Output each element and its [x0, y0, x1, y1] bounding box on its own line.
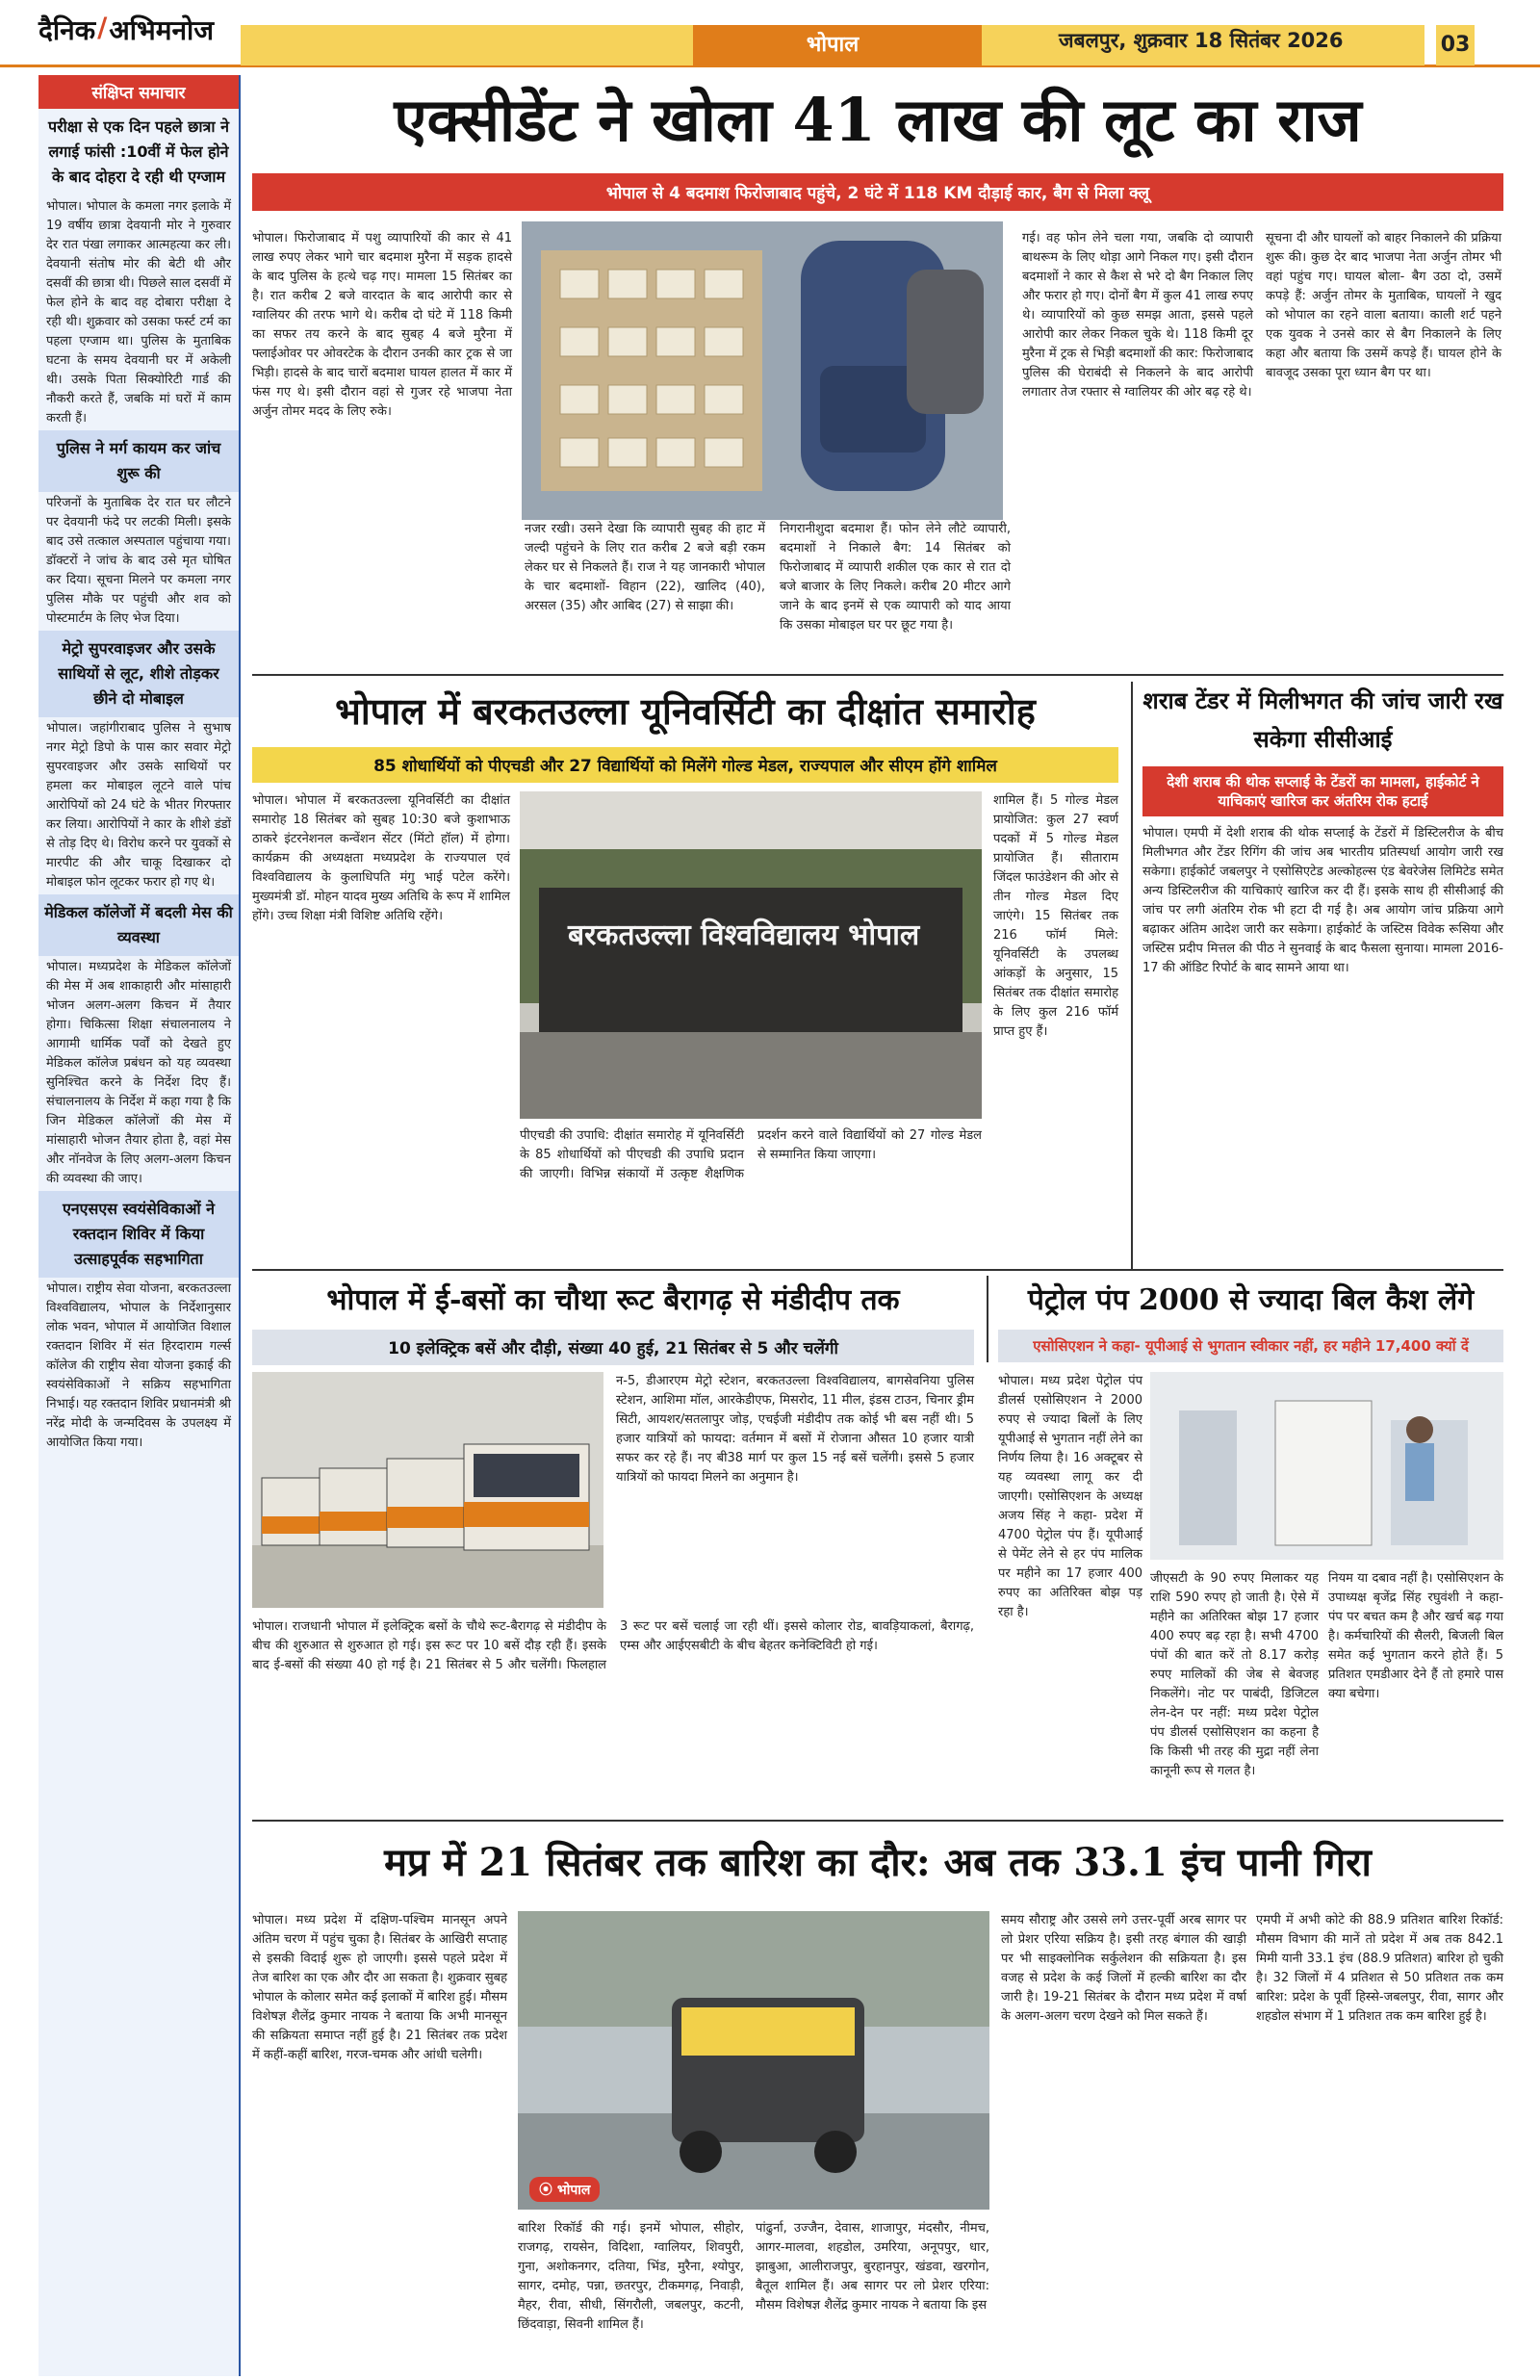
brief-text: भोपाल। मध्यप्रदेश के मेडिकल कॉलेजों की मेस में अब शाकाहारी और मांसाहारी भोजन अलग-अलग किचन में तैयार होगा। चिकित्सा शिक्षा संचालनालय ने आगामी धार्मिक पर्वों को देखते हुए मेडिकल कॉलेज प्रबंधन को यह व्यवस्था सुनिश्चित करने के निर्देश दिए हैं। संचालनालय के निर्देश में कहा गया है कि जिन मेडिकल कॉलेजों की मेस में मांसाहारी भोजन तैयार होता है, वहां मेस और नॉनवेज के लिए अलग-अलग किचन की व्यवस्था की जाए। — [46, 960, 231, 1186]
ebus-photo — [252, 1372, 603, 1608]
petrol-column-3: नियम या दबाव नहीं है। एसोसिएशन के उपाध्यक्ष बृजेंद्र सिंह रघुवंशी ने कहा- पंप पर बचत कम है और खर्च बढ़ गया है। कर्मचारियों की सैलरी, बिजली बिल समेत कई भुगतान करने होते हैं। 5 प्रतिशत एमडीआर देने हैं तो हमारे पास क्या बचेगा। — [1328, 1571, 1503, 1701]
rain-headline: मप्र में 21 सितंबर तक बारिश का दौर: अब तक 33.1 इंच पानी गिरा — [384, 1840, 1372, 1885]
university-sign: बरकतउल्ला विश्वविद्यालय भोपाल — [568, 918, 920, 952]
ebus-column-1: न-5, डीआरएम मेट्रो स्टेशन, बरकतउल्ला विश्वविद्यालय, बागसेवनिया पुलिस स्टेशन, आशिमा मॉल, आरकेडीएफ, मिसरोद, 11 मील, इंडस टाउन, चिनार ड्रीम सिटी, आयशर/सतलापुर जोड़, एचईजी मंडीदीप तक कोई भी बस नहीं थी। 5 हजार यात्रियों को फायदा: वर्तमान में बसों में रोजाना औसत 10 हजार यात्री सफर कर रहे हैं। नए बी38 मार्ग पर कुल 15 नई बसें चलेंगी। इससे 5 हजार यात्रियों को फायदा मिलने का अनुमान है। — [616, 1374, 974, 1485]
brief-title: परीक्षा से एक दिन पहले छात्रा ने लगाई फांसी :10वीं में फेल होने के बाद दोहरा दे रही थी एग्जाम — [48, 117, 229, 186]
masthead — [0, 0, 1540, 67]
logo-divider: / — [97, 12, 108, 43]
photo-location-label: भोपाल — [556, 2183, 591, 2198]
lead-column-5: सूचना दी और घायलों को बाहर निकालने की प्रक्रिया शुरू की। कुछ देर बाद भाजपा नेता अर्जुन तोमर भी वहां पहुंच गए। घायल बोला- बैग उठा दो, उसमें कपड़े हैं: अर्जुन तोमर के मुताबिक, घायलों ने खुद को भोपाल का रहने वाला बताया। काली शर्ट पहने एक युवक ने उनसे कार से बैग निकालने के लिए कहा और बताया कि उसमें कपड़े हैं। घायल होने के बावजूद उसका पूरा ध्यान बैग पर था। — [1266, 231, 1502, 380]
map-pin-icon: ⦿ — [539, 2183, 552, 2198]
liquor-headline: शराब टेंडर में मिलीभगत की जांच जारी रख सकेगा सीसीआई — [1142, 686, 1503, 753]
brief-title: एनएसएस स्वयंसेविकाओं ने रक्तदान शिविर में किया उत्साहपूर्वक सहभागिता — [38, 1191, 239, 1278]
petrol-column-2: जीएसटी के 90 रुपए मिलाकर यह राशि 590 रुपए हो जाती है। ऐसे में महीने का अतिरिक्त बोझ 17 हजार 400 रुपए बढ़ रहा है। सभी 4700 पंपों की बात करें तो 8.17 करोड़ रुपए मालिकों की जेब से बेवजह निकलेंगे। नोट पर पाबंदी, डिजिटल लेन-देन पर नहीं: मध्य प्रदेश पेट्रोल पंप डीलर्स एसोसिएशन का कहना है कि किसी भी तरह की मुद्रा नहीं लेना कानूनी रूप से गलत है। — [1150, 1571, 1319, 1778]
lead-column-3: निगरानीशुदा बदमाश हैं। फोन लेने लौटे व्यापारी, बदमाशों ने निकाले बैग: 14 सितंबर को फिरोजाबाद में व्यापारी शकील एक कार से रात दो बजे बाजार के लिए निकले। करीब 20 मीटर आगे जाने के बाद इनमें से एक व्यापारी को याद आया कि उसका मोबाइल घर पर छूट गया है। — [780, 522, 1011, 633]
petrol-deck: एसोसिएशन ने कहा- यूपीआई से भुगतान स्वीकार नहीं, हर महीने 17,400 क्यों दें — [998, 1330, 1503, 1362]
rain-column-5: एमपी में अभी कोटे की 88.9 प्रतिशत बारिश रिकॉर्ड: मौसम विभाग की मानें तो प्रदेश में अब तक 842.1 मिमी यानी 33.1 इंच (88.9 प्रतिशत) बारिश हो चुकी है। 32 जिलों में 4 प्रतिशत से 50 प्रतिशत तक कम बारिश: प्रदेश के पूर्वी हिस्से-जबलपुर, रीवा, सागर और शहडोल संभाग में 1 प्रतिशत तक कम बारिश हुई है। — [1256, 1913, 1503, 2024]
ebus-story — [252, 1276, 974, 1365]
petrol-headline: पेट्रोल पंप 2000 से ज्यादा बिल कैश लेंगे — [1027, 1283, 1475, 1317]
university-gate-illustration — [520, 791, 982, 1119]
brief-title: मेडिकल कॉलेजों में बदली मेस की व्यवस्था — [38, 894, 239, 956]
divider — [252, 1269, 1503, 1271]
dateline: जबलपुर, शुक्रवार 18 सितंबर 2026 — [1059, 29, 1344, 52]
brief-text: भोपाल। जहांगीराबाद पुलिस ने सुभाष नगर मेट्रो डिपो के पास कार सवार मेट्रो सुपरवाइजर और उसके साथियों पर हमला कर मोबाइल लूटने वाले पांच आरोपियों को 24 घंटे के भीतर गिरफ्तार कर लिया। आरोपियों ने कार के शीशे डंडों से तोड़ दिए थे। विरोध करने पर युवकों से मारपीट की और चाकू दिखाकर दो मोबाइल फोन लूटकर फरार हो गए थे। — [46, 721, 231, 890]
logo-part-2: अभिमनोज — [109, 14, 215, 46]
petrol-pump-photo — [1150, 1372, 1503, 1560]
seized-bags-illustration — [522, 221, 1003, 520]
electric-buses-illustration — [252, 1372, 603, 1608]
petrol-column-1: भोपाल। मध्य प्रदेश पेट्रोल पंप डीलर्स एसोसिएशन ने 2000 रुपए से ज्यादा बिलों के लिए यूपीआई से भुगतान नहीं लेने का निर्णय लिया है। 16 अक्टूबर से यह व्यवस्था लागू कर दी जाएगी। एसोसिएशन के अध्यक्ष अजय सिंह ने कहा- प्रदेश में 4700 पेट्रोल पंप हैं। यूपीआई से पेमेंट लेने से हर पंप मालिक पर महीने का 17 हजार 400 रुपए का अतिरिक्त बोझ पड़ रहा है। — [998, 1374, 1142, 1619]
liquor-body: भोपाल। एमपी में देशी शराब की थोक सप्लाई के टेंडरों में डिस्टिलरीज के बीच मिलीभगत और टेंडर रिगिंग की जांच अब भारतीय प्रतिस्पर्धा आयोग जारी रख सकेगा। हाईकोर्ट जबलपुर ने एसोसिएटेड अल्कोहल्स एंड बेवरेजेस लिमिटेड समेत अन्य डिस्टिलरीज की याचिकाएं खारिज कर दी हैं। इसके साथ ही सीसीआई की जांच पर लगी अंतरिम रोक भी हटा दी गई है। अब आयोग जांच प्रक्रिया आगे बढ़ाकर अंतिम आदेश जारी कर सकेगा। हाईकोर्ट के जस्टिस विवेक रूसिया और जस्टिस प्रदीप मित्तल की पीठ ने सुनवाई के बाद फैसला सुनाया। मामला 2016-17 की ऑडिट रिपोर्ट के बाद सामने आया था। — [1142, 826, 1503, 975]
convocation-column-2: पीएचडी की उपाधि: दीक्षांत समारोह में यूनिवर्सिटी के 85 शोधार्थियों को पीएचडी की उपाधि प्रदान की जाएगी। विभिन्न संकायों में उत्कृष्ट शैक्षणिक प्रदर्शन करने वाले विद्यार्थियों को 27 गोल्ड मेडल से सम्मानित किया जाएगा। — [520, 1128, 982, 1181]
rain-column-4: समय सौराष्ट्र और उससे लगे उत्तर-पूर्वी अरब सागर पर लो प्रेशर एरिया सक्रिय है। इसी तरह बंगाल की खाड़ी पर भी साइक्लोनिक सर्कुलेशन की सक्रियता है। इस वजह से प्रदेश के कई जिलों में हल्की बारिश का दौर जारी है। 19-21 सितंबर के दौरान मध्य प्रदेश में वर्षा के अलग-अलग चरण देखने को मिल सकते हैं। — [1001, 1913, 1246, 2024]
sidebar-header: संक्षिप्त समाचार — [38, 75, 239, 109]
divider — [252, 1820, 1503, 1822]
petrol-story — [987, 1276, 1503, 1362]
brief-text: भोपाल। राष्ट्रीय सेवा योजना, बरकतउल्ला विश्वविद्यालय, भोपाल के निर्देशानुसार लोक भवन, भोपाल में आयोजित विशाल रक्तदान शिविर में संत हिरदाराम गर्ल्स कॉलेज की राष्ट्रीय सेवा योजना इकाई की स्वयंसेविकाओं ने सक्रिय सहभागिता निभाई। यह रक्तदान शिविर प्रधानमंत्री श्री नरेंद्र मोदी के जन्मदिवस के उपलक्ष्य में आयोजित किया गया। — [46, 1281, 231, 1450]
page-number: 03 — [1436, 25, 1475, 65]
university-photo — [520, 791, 982, 1119]
rain-column-2: बारिश रिकॉर्ड की गई। इनमें भोपाल, सीहोर, राजगढ़, रायसेन, विदिशा, ग्वालियर, शिवपुरी, गुना, अशोकनगर, दतिया, भिंड, मुरैना, श्योपुर, सागर, दमोह, पन्ना, छतरपुर, टीकमगढ़, निवाड़ी, मैहर, रीवा, सीधी, सिंगरौली, जबलपुर, कटनी, छिंदवाड़ा, सिवनी शामिल हैं। — [518, 2221, 744, 2332]
brief-title: मेट्रो सुपरवाइजर और उसके साथियों से लूट, शीशे तोड़कर छीने दो मोबाइल — [38, 631, 239, 717]
brief-text: परिजनों के मुताबिक देर रात घर लौटने पर देवयानी फंदे पर लटकी मिली। इसके बाद उसे तत्काल अस्पताल पहुंचाया गया। डॉक्टरों ने जांच के बाद उसे मृत घोषित कर दिया। सूचना मिलने पर कमला नगर पुलिस मौके पर पहुंची और शव को पोस्टमार्टम के लिए भेज दिया। — [46, 496, 231, 626]
convocation-headline: भोपाल में बरकतउल्ला यूनिवर्सिटी का दीक्षांत समारोह — [335, 689, 1036, 733]
convocation-column-3: शामिल हैं। 5 गोल्ड मेडल प्रायोजित: कुल 27 स्वर्ण पदकों में 5 गोल्ड मेडल प्रायोजित हैं। सीताराम जिंदल फाउंडेशन की ओर से तीन गोल्ड मेडल दिए जाएंगे। 15 सितंबर तक 216 फॉर्म मिले: यूनिवर्सिटी के उपलब्ध आंकड़ों के अनुसार, 15 सितंबर तक दीक्षांत समारोह के लिए कुल 216 फॉर्म प्राप्त हुए हैं। — [993, 793, 1118, 1039]
newspaper-logo — [38, 12, 214, 48]
liquor-story — [1131, 682, 1503, 1269]
rain-column-1: भोपाल। मध्य प्रदेश में दक्षिण-पश्चिम मानसून अपने अंतिम चरण में पहुंच चुका है। सितंबर के आखिरी सप्ताह से इसकी विदाई शुरू हो जाएगी। इससे पहले प्रदेश में तेज बारिश का एक और दौर आ सकता है। शुक्रवार सुबह भोपाल के कोलार समेत कई इलाकों में बारिश हुई। मौसम विशेषज्ञ शैलेंद्र कुमार नायक ने बताया कि अभी मानसून की सक्रियता समाप्त नहीं हुई है। 21 सितंबर तक प्रदेश में कहीं-कहीं बारिश, गरज-चमक और आंधी चलेगी। — [252, 1913, 507, 2062]
ebus-headline: भोपाल में ई-बसों का चौथा रूट बैरागढ़ से मंडीदीप तक — [326, 1283, 900, 1317]
lead-deck: भोपाल से 4 बदमाश फिरोजाबाद पहुंचे, 2 घंटे में 118 KM दौड़ाई कार, बैग से मिला क्लू — [252, 173, 1503, 211]
brief-text: भोपाल। भोपाल के कमला नगर इलाके में 19 वर्षीय छात्रा देवयानी मोर ने गुरुवार देर रात पंखा लगाकर आत्महत्या कर ली। देवयानी संतोष मोर की बेटी थी और दसवीं की छात्रा थी। पिछले साल दसवीं में फेल होने के बाद वह दोबारा परीक्षा दे रही थी। शुक्रवार को उसका फर्स्ट टर्म का पहला एग्जाम था। पुलिस के मुताबिक घटना के समय देवयानी घर में अकेली थी। उसके पिता सिक्योरिटी गार्ड की नौकरी करते हैं, जबकि मां घरों में काम करती हैं। — [46, 199, 231, 426]
brief-news-sidebar — [38, 75, 241, 2376]
liquor-deck: देशी शराब की थोक सप्लाई के टेंडरों का मामला, हाईकोर्ट ने याचिकाएं खारिज कर अंतरिम रोक हटाई — [1142, 766, 1503, 816]
convocation-column-1: भोपाल। भोपाल में बरकतउल्ला यूनिवर्सिटी का दीक्षांत समारोह 18 सितंबर को सुबह 10:30 बजे कुशाभाऊ ठाकरे इंटरनेशनल कन्वेंशन सेंटर (मिंटो हॉल) में होगा। कार्यक्रम की अध्यक्षता मध्यप्रदेश के राज्यपाल एवं विश्वविद्यालय के कुलाधिपति मंगु भाई पटेल करेंगे। मुख्यमंत्री डॉ. मोहन यादव मुख्य अतिथि के रूप में शामिल होंगे। उच्च शिक्षा मंत्री विशिष्ट अतिथि रहेंगे। — [252, 793, 510, 923]
rain-photo — [518, 1911, 989, 2210]
rain-story — [252, 1824, 1503, 1901]
lead-column-1: भोपाल। फिरोजाबाद में पशु व्यापारियों की कार से 41 लाख रुपए लेकर भागे चार बदमाश मुरैना में सड़क हादसे के बाद पुलिस के हत्थे चढ़ गए। मामला 15 सितंबर का है। रात करीब 2 बजे वारदात के बाद आरोपी कार से ग्वालियर की तरफ भागे थे। करीब दो घंटे में 118 किमी का सफर तय करने के बाद सुबह 4 बजे मुरैना में फ्लाईओवर पर ओवरटेक के दौरान उनकी कार ट्रक से जा भिड़ी। हादसे के बाद चारों बदमाश घायल हालत में कार में फंस गए थे। इसी दौरान वहां से गुजर रहे भाजपा नेता अर्जुन तोमर मदद के लिए रुके। — [252, 231, 512, 419]
rain-column-3: पांढुर्ना, उज्जैन, देवास, शाजापुर, मंदसौर, नीमच, आगर-मालवा, शहडोल, उमरिया, अनूपपुर, धार, झाबुआ, आलीराजपुर, बुरहानपुर, खंडवा, खरगोन, बैतूल शामिल हैं। अब सागर पर लो प्रेशर एरिया: मौसम विशेषज्ञ शैलेंद्र कुमार नायक ने बताया कि इस — [756, 2221, 989, 2313]
convocation-story — [252, 682, 1118, 783]
logo-part-1: दैनिक — [38, 14, 96, 46]
lead-photo — [522, 221, 1003, 520]
brief-title: पुलिस ने मर्ग कायम कर जांच शुरू की — [38, 430, 239, 492]
photo-location-tag — [529, 2177, 600, 2202]
ebus-column-2: भोपाल। राजधानी भोपाल में इलेक्ट्रिक बसों के चौथे रूट-बैरागढ़ से मंडीदीप के बीच की शुरुआत से शुरुआत हो गई। इस रूट पर 10 बसें दौड़ रही हैं। इसके बाद ई-बसों की संख्या 40 हो गई है। 21 सितंबर से 5 और चलेंगी। फिलहाल 3 रूट पर बसें चलाई जा रही थीं। इससे कोलार रोड, बावड़ियाकलां, बैरागढ़, एम्स और आईएसबीटी के बीच बेहतर कनेक्टिविटी हो गई। — [252, 1619, 974, 1672]
ebus-deck: 10 इलेक्ट्रिक बसें और दौड़ी, संख्या 40 हुई, 21 सितंबर से 5 और चलेंगी — [252, 1330, 974, 1365]
rain-street-illustration — [518, 1911, 989, 2210]
lead-column-4: गई। वह फोन लेने चला गया, जबकि दो व्यापारी बाथरूम के लिए थोड़ा आगे निकल गए। इसी दौरान बदमाशों ने कार से कैश से भरे दो बैग निकाल लिए और फरार हो गए। दोनों बैग में कुल 41 लाख रुपए थे। व्यापारियों को कुछ समझ आता, इससे पहले आरोपी कार लेकर निकल चुके थे। 118 किमी दूर मुरैना में ट्रक से भिड़ी बदमाशों की कार: फिरोजाबाद पुलिस की घेराबंदी से निकलने के बाद आरोपी लगातार तेज रफ्तार से ग्वालियर की ओर बढ़ रहे थे। — [1022, 231, 1253, 400]
lead-column-2: नजर रखी। उसने देखा कि व्यापारी सुबह की हाट में जल्दी पहुंचने के लिए रात करीब 2 बजे बड़ी रकम लेकर घर से निकलते हैं। राज ने यह जानकारी भोपाल के चार बदमाशों- विहान (22), खालिद (40), अरसल (35) और आबिद (27) से साझा की। — [525, 522, 765, 613]
convocation-deck: 85 शोधार्थियों को पीएचडी और 27 विद्यार्थियों को मिलेंगे गोल्ड मेडल, राज्यपाल और सीएम होंगे शामिल — [252, 747, 1118, 783]
petrol-pump-illustration — [1150, 1372, 1503, 1560]
section-city: भोपाल — [806, 33, 860, 57]
lead-headline: एक्सीडेंट ने खोला 41 लाख की लूट का राज — [394, 85, 1362, 155]
divider — [252, 674, 1503, 676]
